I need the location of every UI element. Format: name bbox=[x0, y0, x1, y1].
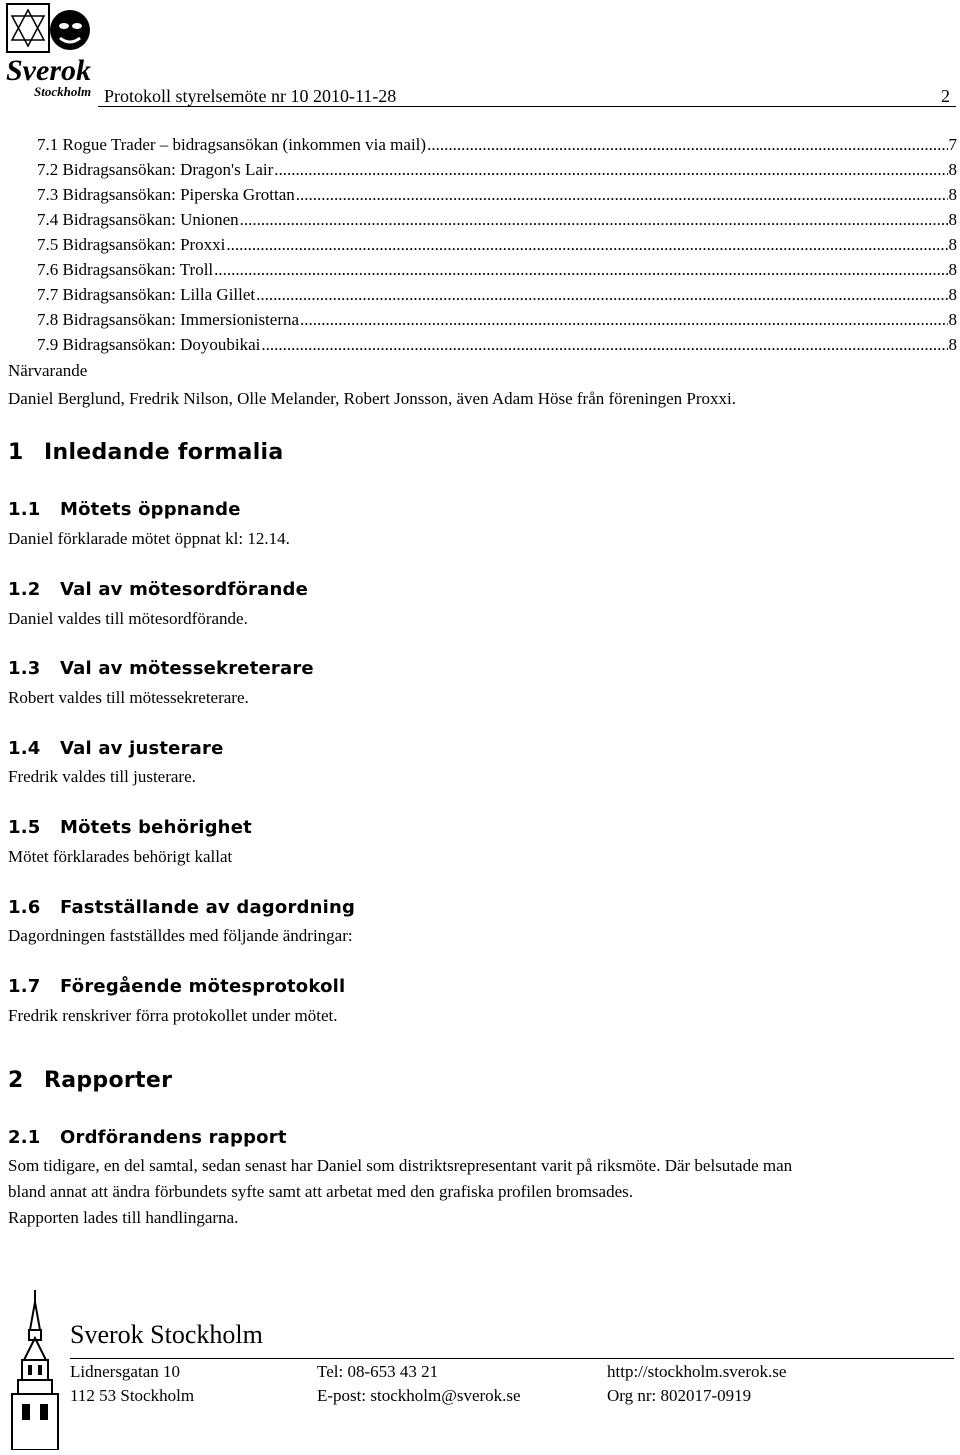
present-names: Daniel Berglund, Fredrik Nilson, Olle Melander, Robert Jonsson, även Adam Höse från föreningen Proxxi. bbox=[8, 389, 736, 408]
toc-entry[interactable] bbox=[37, 285, 957, 310]
toc-label: 7.5 Bidragsansökan: Proxxi bbox=[37, 235, 226, 254]
toc-leader bbox=[261, 335, 947, 355]
footer-divider bbox=[70, 1358, 954, 1359]
toc-entry[interactable] bbox=[37, 210, 957, 235]
section-number: 1.1 bbox=[8, 499, 41, 520]
paragraph-line: bland annat att ändra förbundets syfte samt att arbetat med den grafiska profilen bromsades. bbox=[8, 1182, 634, 1201]
toc-entry[interactable] bbox=[37, 160, 957, 185]
section-title: Ordförandens rapport bbox=[60, 1127, 287, 1148]
footer-org-number: Org nr: 802017-0919 bbox=[607, 1386, 752, 1405]
subsection-heading-2-1 bbox=[8, 1127, 287, 1148]
toc-leader bbox=[427, 135, 947, 155]
subsection-body: Fredrik renskriver förra protokollet under mötet. bbox=[8, 1006, 338, 1025]
toc-entry[interactable] bbox=[37, 260, 957, 285]
toc-leader bbox=[226, 235, 947, 255]
section-title: Mötets öppnande bbox=[60, 499, 241, 520]
subsection-heading-1-5 bbox=[8, 817, 252, 838]
toc-leader bbox=[300, 310, 947, 330]
section-number: 1.6 bbox=[8, 897, 41, 918]
page-number: 2 bbox=[941, 86, 950, 106]
document-title: Protokoll styrelsemöte nr 10 2010-11-28 bbox=[104, 86, 397, 106]
toc-entry[interactable] bbox=[37, 235, 957, 260]
toc-label: 7.3 Bidragsansökan: Piperska Grottan bbox=[37, 185, 295, 204]
toc-page: 8 bbox=[948, 285, 957, 304]
section-number: 1.4 bbox=[8, 738, 41, 759]
subsection-heading-1-1 bbox=[8, 499, 241, 520]
section-number: 2.1 bbox=[8, 1127, 41, 1148]
toc-leader bbox=[296, 185, 948, 205]
toc-entry[interactable] bbox=[37, 135, 957, 160]
section-number: 2 bbox=[8, 1068, 24, 1093]
toc-page: 8 bbox=[948, 185, 957, 204]
toc-entry[interactable] bbox=[37, 310, 957, 335]
section-number: 1.2 bbox=[8, 579, 41, 600]
subsection-body: Dagordningen fastställdes med följande ändringar: bbox=[8, 926, 353, 945]
toc-leader bbox=[256, 285, 947, 305]
toc-page: 8 bbox=[948, 210, 957, 229]
subsection-heading-1-7 bbox=[8, 976, 345, 997]
subsection-body: Robert valdes till mötessekreterare. bbox=[8, 688, 249, 707]
subsection-body: Daniel valdes till mötesordförande. bbox=[8, 609, 248, 628]
section-title: Mötets behörighet bbox=[60, 817, 252, 838]
section-number: 1 bbox=[8, 440, 24, 465]
section-title: Inledande formalia bbox=[44, 440, 284, 465]
toc-leader bbox=[214, 260, 947, 280]
toc-label: 7.8 Bidragsansökan: Immersionisterna bbox=[37, 310, 300, 329]
church-tower-logo bbox=[8, 1290, 63, 1450]
toc-entry[interactable] bbox=[37, 185, 957, 210]
section-title: Val av mötesordförande bbox=[60, 579, 308, 600]
section-title: Fastställande av dagordning bbox=[60, 897, 356, 918]
section-number: 1.7 bbox=[8, 976, 41, 997]
toc-entry[interactable] bbox=[37, 335, 957, 360]
section-title: Val av justerare bbox=[60, 738, 224, 759]
toc-page: 8 bbox=[948, 260, 957, 279]
footer-phone: Tel: 08-653 43 21 bbox=[317, 1362, 439, 1381]
toc-label: 7.7 Bidragsansökan: Lilla Gillet bbox=[37, 285, 256, 304]
logo-text: Sverok bbox=[6, 54, 91, 87]
subsection-body: Mötet förklarades behörigt kallat bbox=[8, 847, 233, 866]
footer-email[interactable]: E-post: stockholm@sverok.se bbox=[317, 1386, 521, 1405]
toc-leader bbox=[240, 210, 948, 230]
subsection-body: Daniel förklarade mötet öppnat kl: 12.14. bbox=[8, 529, 290, 548]
table-of-contents bbox=[37, 135, 957, 360]
toc-page: 8 bbox=[948, 160, 957, 179]
toc-label: 7.9 Bidragsansökan: Doyoubikai bbox=[37, 335, 261, 354]
toc-label: 7.2 Bidragsansökan: Dragon's Lair bbox=[37, 160, 274, 179]
toc-page: 7 bbox=[948, 135, 957, 154]
section-title: Rapporter bbox=[44, 1068, 173, 1093]
subsection-heading-1-3 bbox=[8, 658, 314, 679]
present-heading: Närvarande bbox=[8, 361, 88, 380]
toc-label: 7.6 Bidragsansökan: Troll bbox=[37, 260, 214, 279]
sverok-logo bbox=[4, 2, 98, 102]
subsection-body: Fredrik valdes till justerare. bbox=[8, 767, 196, 786]
toc-page: 8 bbox=[948, 310, 957, 329]
footer-address-street: Lidnersgatan 10 bbox=[70, 1362, 180, 1381]
section-number: 1.3 bbox=[8, 658, 41, 679]
page-header bbox=[98, 86, 956, 107]
toc-label: 7.4 Bidragsansökan: Unionen bbox=[37, 210, 239, 229]
section-title: Föregående mötesprotokoll bbox=[60, 976, 346, 997]
section-number: 1.5 bbox=[8, 817, 41, 838]
subsection-heading-1-6 bbox=[8, 897, 355, 918]
subsection-heading-1-4 bbox=[8, 738, 224, 759]
section-heading-1 bbox=[8, 440, 284, 465]
toc-page: 8 bbox=[948, 235, 957, 254]
section-title: Val av mötessekreterare bbox=[60, 658, 314, 679]
paragraph-line: Rapporten lades till handlingarna. bbox=[8, 1208, 239, 1227]
toc-leader bbox=[274, 160, 947, 180]
toc-label: 7.1 Rogue Trader – bidragsansökan (inkommen via mail) bbox=[37, 135, 427, 154]
paragraph-line: Som tidigare, en del samtal, sedan senast har Daniel som distriktsrepresentant varit på riksmöte. Där belsutade man bbox=[8, 1156, 793, 1175]
footer-website[interactable]: http://stockholm.sverok.se bbox=[607, 1362, 787, 1381]
section-heading-2 bbox=[8, 1068, 172, 1093]
logo-subtext: Stockholm bbox=[34, 84, 92, 99]
toc-page: 8 bbox=[948, 335, 957, 354]
footer-address-city: 112 53 Stockholm bbox=[70, 1386, 195, 1405]
subsection-heading-1-2 bbox=[8, 579, 308, 600]
footer-org-name: Sverok Stockholm bbox=[70, 1320, 263, 1349]
